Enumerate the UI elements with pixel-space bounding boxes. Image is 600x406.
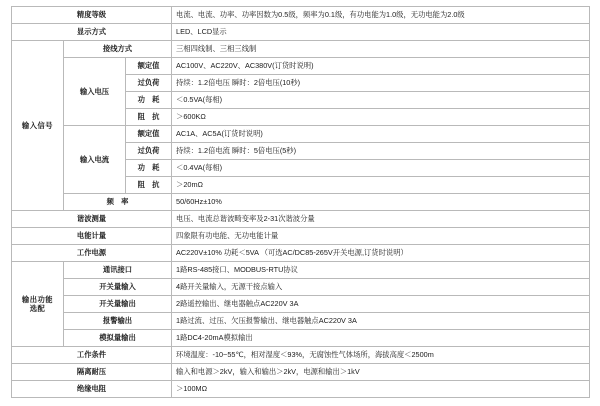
- comm-interface-value: 1路RS-485接口、MODBUS-RTU协议: [172, 262, 590, 279]
- switch-input-value: 4路开关量输入，无源干接点输入: [172, 279, 590, 296]
- alarm-output-label: 报警输出: [64, 313, 172, 330]
- input-current-rated-value: AC1A、AC5A(订货时说明): [172, 126, 590, 143]
- table-row: [12, 279, 590, 296]
- table-row: [12, 364, 590, 381]
- withstand-voltage-value: 输入和电源＞2kV，输入和输出＞2kV，电源和输出＞1kV: [172, 364, 590, 381]
- harmonic-label: 谐波测量: [12, 211, 172, 228]
- input-current-label: 输入电流: [64, 126, 126, 194]
- comm-interface-label: 通讯接口: [64, 262, 172, 279]
- specification-table: [11, 6, 590, 398]
- analog-output-label: 模拟量输出: [64, 330, 172, 347]
- input-current-overload-label: 过负荷: [126, 143, 172, 160]
- display-label: 显示方式: [12, 24, 172, 41]
- table-row: [12, 245, 590, 262]
- alarm-output-value: 1路过流、过压、欠压报警输出、继电器触点AC220V 3A: [172, 313, 590, 330]
- output-function-label-line2: 选配: [29, 304, 46, 313]
- input-voltage-power-label: 功 耗: [126, 92, 172, 109]
- analog-output-value: 1路DC4-20mA模拟输出: [172, 330, 590, 347]
- input-current-overload-value: 持续：1.2倍电流 瞬时：5倍电压(5秒): [172, 143, 590, 160]
- input-voltage-overload-value: 持续：1.2倍电压 瞬时：2倍电压(10秒): [172, 75, 590, 92]
- wiring-value: 三相四线制、三相三线制: [172, 41, 590, 58]
- table-row: [12, 211, 590, 228]
- input-current-impedance-label: 阻 抗: [126, 177, 172, 194]
- input-voltage-rated-label: 额定值: [126, 58, 172, 75]
- input-current-power-label: 功 耗: [126, 160, 172, 177]
- insulation-resistance-label: 绝缘电阻: [12, 381, 172, 398]
- switch-input-label: 开关量输入: [64, 279, 172, 296]
- table-row: [12, 194, 590, 211]
- table-row: [12, 228, 590, 245]
- output-function-label: [12, 262, 64, 347]
- wiring-label: 接线方式: [64, 41, 172, 58]
- switch-output-value: 2路遥控输出、继电器触点AC220V 3A: [172, 296, 590, 313]
- input-voltage-impedance-label: 阻 抗: [126, 109, 172, 126]
- table-row: [12, 41, 590, 58]
- table-row: [12, 313, 590, 330]
- input-voltage-overload-label: 过负荷: [126, 75, 172, 92]
- input-current-impedance-value: ＞20mΩ: [172, 177, 590, 194]
- accuracy-label: 精度等级: [12, 7, 172, 24]
- input-voltage-label: 输入电压: [64, 58, 126, 126]
- table-row: [12, 58, 590, 75]
- power-supply-label: 工作电源: [12, 245, 172, 262]
- table-row: [12, 381, 590, 398]
- accuracy-value: 电流、电流、功率、功率因数为0.5级，频率为0.1级，有功电能为1.0级，无功电能为2.0级: [172, 7, 590, 24]
- energy-label: 电能计量: [12, 228, 172, 245]
- input-current-rated-label: 额定值: [126, 126, 172, 143]
- table-row: [12, 262, 590, 279]
- table-row: [12, 7, 590, 24]
- input-voltage-rated-value: AC100V、AC220V、AC380V(订货时说明): [172, 58, 590, 75]
- working-conditions-label: 工作条件: [12, 347, 172, 364]
- frequency-value: 50/60Hz±10%: [172, 194, 590, 211]
- table-row: [12, 330, 590, 347]
- input-voltage-impedance-value: ＞600KΩ: [172, 109, 590, 126]
- energy-value: 四象限有功电能、无功电能计量: [172, 228, 590, 245]
- table-row: [12, 24, 590, 41]
- withstand-voltage-label: 隔离耐压: [12, 364, 172, 381]
- input-voltage-power-value: ＜0.5VA(每相): [172, 92, 590, 109]
- input-current-power-value: ＜0.4VA(每相): [172, 160, 590, 177]
- frequency-label: 频 率: [64, 194, 172, 211]
- table-row: [12, 347, 590, 364]
- insulation-resistance-value: ＞100MΩ: [172, 381, 590, 398]
- display-value: LED、LCD显示: [172, 24, 590, 41]
- working-conditions-value: 环境温度：-10~55℃，相对湿度＜93%，无腐蚀性气体场所，海拔高度＜2500m: [172, 347, 590, 364]
- harmonic-value: 电压、电流总谐波畸变率及2-31次谐波分量: [172, 211, 590, 228]
- output-function-label-line1: 输出功能: [21, 294, 54, 304]
- table-row: [12, 126, 590, 143]
- table-row: [12, 296, 590, 313]
- input-signal-label: 输入信号: [12, 41, 64, 211]
- power-supply-value: AC220V±10% 功耗＜5VA （可选AC/DC85-265V开关电源,订货时说明）: [172, 245, 590, 262]
- switch-output-label: 开关量输出: [64, 296, 172, 313]
